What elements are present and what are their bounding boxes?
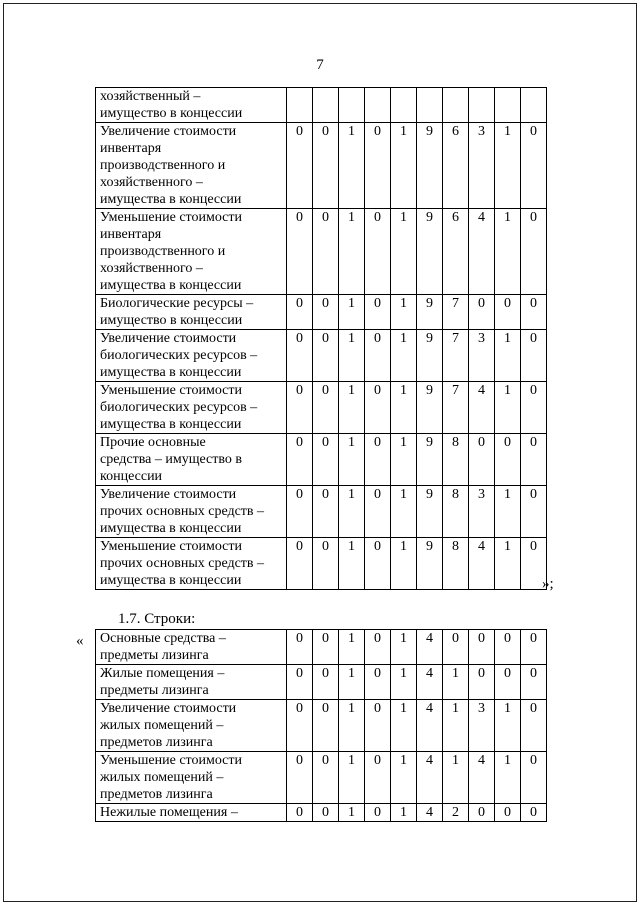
- row-name: хозяйственный – имущество в концессии: [96, 88, 287, 123]
- code-digit: 0: [521, 123, 547, 209]
- code-digit: 0: [469, 295, 495, 330]
- code-digit: 0: [365, 665, 391, 700]
- code-digit: 0: [469, 804, 495, 822]
- code-digit: 9: [417, 209, 443, 295]
- code-digit: 1: [391, 123, 417, 209]
- code-table-bottom: [95, 629, 547, 822]
- code-digit: 0: [287, 434, 313, 486]
- code-digit: 0: [287, 209, 313, 295]
- code-digit: 1: [339, 382, 365, 434]
- row-name: Уменьшение стоимости прочих основных средств – имущества в концессии: [96, 538, 287, 590]
- code-digit: 1: [443, 700, 469, 752]
- table-row: [96, 700, 547, 752]
- code-digit: [417, 88, 443, 123]
- code-digit: [313, 88, 339, 123]
- code-digit: 0: [521, 330, 547, 382]
- code-digit: 1: [339, 630, 365, 665]
- code-digit: 1: [495, 752, 521, 804]
- code-digit: 1: [339, 700, 365, 752]
- code-digit: 1: [339, 665, 365, 700]
- code-digit: 1: [339, 330, 365, 382]
- code-table-top-body: [96, 88, 547, 590]
- code-digit: 0: [469, 630, 495, 665]
- row-name: Увеличение стоимости инвентаря производственного и хозяйственного – имущества в концессии: [96, 123, 287, 209]
- code-digit: 0: [365, 700, 391, 752]
- code-digit: 0: [521, 665, 547, 700]
- code-digit: 0: [495, 434, 521, 486]
- code-digit: 0: [365, 123, 391, 209]
- row-name: Уменьшение стоимости жилых помещений – предметов лизинга: [96, 752, 287, 804]
- code-digit: 0: [521, 382, 547, 434]
- code-digit: 1: [391, 486, 417, 538]
- code-digit: 0: [521, 295, 547, 330]
- code-digit: 7: [443, 382, 469, 434]
- code-digit: [495, 88, 521, 123]
- code-digit: [287, 88, 313, 123]
- code-digit: 0: [313, 752, 339, 804]
- row-name: Биологические ресурсы – имущество в концессии: [96, 295, 287, 330]
- code-digit: 0: [313, 382, 339, 434]
- code-digit: 0: [313, 700, 339, 752]
- code-digit: 4: [469, 538, 495, 590]
- code-digit: 1: [391, 804, 417, 822]
- code-digit: 1: [339, 123, 365, 209]
- code-digit: 0: [365, 804, 391, 822]
- table-row: [96, 538, 547, 590]
- table-row: [96, 382, 547, 434]
- code-digit: 0: [287, 665, 313, 700]
- table-row: [96, 209, 547, 295]
- code-digit: 0: [313, 434, 339, 486]
- code-digit: 1: [495, 486, 521, 538]
- code-digit: 0: [365, 538, 391, 590]
- code-digit: 1: [339, 209, 365, 295]
- row-name: Уменьшение стоимости биологических ресурсов – имущества в концессии: [96, 382, 287, 434]
- code-digit: 0: [313, 209, 339, 295]
- code-digit: 4: [417, 752, 443, 804]
- table-row: [96, 752, 547, 804]
- code-digit: 1: [391, 665, 417, 700]
- code-digit: 0: [521, 700, 547, 752]
- code-digit: 0: [443, 630, 469, 665]
- code-digit: 8: [443, 434, 469, 486]
- code-digit: 1: [495, 123, 521, 209]
- code-digit: 7: [443, 295, 469, 330]
- code-digit: 0: [521, 630, 547, 665]
- code-digit: 0: [521, 752, 547, 804]
- code-digit: 0: [287, 382, 313, 434]
- code-digit: 0: [365, 486, 391, 538]
- code-digit: 1: [339, 486, 365, 538]
- row-name: Прочие основные средства – имущество в концессии: [96, 434, 287, 486]
- code-digit: 0: [365, 295, 391, 330]
- code-digit: 1: [339, 752, 365, 804]
- code-digit: 9: [417, 538, 443, 590]
- code-digit: 1: [391, 700, 417, 752]
- code-digit: 0: [287, 330, 313, 382]
- code-digit: 0: [287, 295, 313, 330]
- code-digit: 0: [365, 752, 391, 804]
- code-digit: 0: [287, 804, 313, 822]
- code-digit: 0: [287, 123, 313, 209]
- code-digit: 0: [313, 486, 339, 538]
- code-digit: [391, 88, 417, 123]
- code-digit: [365, 88, 391, 123]
- code-digit: 0: [287, 752, 313, 804]
- code-digit: 8: [443, 538, 469, 590]
- code-digit: 0: [469, 665, 495, 700]
- page-number: 7: [316, 57, 324, 73]
- row-name: Уменьшение стоимости инвентаря производственного и хозяйственного – имущества в концессии: [96, 209, 287, 295]
- code-digit: 0: [521, 209, 547, 295]
- code-digit: 9: [417, 330, 443, 382]
- code-digit: 1: [495, 382, 521, 434]
- code-digit: 0: [365, 382, 391, 434]
- code-digit: 0: [313, 665, 339, 700]
- code-digit: 3: [469, 486, 495, 538]
- code-digit: 1: [495, 330, 521, 382]
- code-digit: 1: [391, 382, 417, 434]
- code-digit: 1: [391, 538, 417, 590]
- table-row: [96, 434, 547, 486]
- code-digit: 0: [287, 630, 313, 665]
- code-digit: 0: [365, 434, 391, 486]
- code-digit: 7: [443, 330, 469, 382]
- code-digit: 0: [287, 486, 313, 538]
- code-digit: [469, 88, 495, 123]
- code-digit: 1: [391, 209, 417, 295]
- code-digit: [521, 88, 547, 123]
- code-digit: 0: [495, 295, 521, 330]
- table-row: [96, 295, 547, 330]
- code-digit: 0: [313, 295, 339, 330]
- code-digit: 0: [521, 804, 547, 822]
- code-digit: 0: [495, 630, 521, 665]
- code-digit: 9: [417, 434, 443, 486]
- code-digit: 0: [313, 630, 339, 665]
- code-digit: 1: [495, 209, 521, 295]
- code-digit: 0: [313, 330, 339, 382]
- code-digit: 0: [521, 486, 547, 538]
- code-digit: 0: [495, 665, 521, 700]
- code-digit: 1: [391, 752, 417, 804]
- row-name: Увеличение стоимости биологических ресурсов – имущества в концессии: [96, 330, 287, 382]
- row-name: Основные средства – предметы лизинга: [96, 630, 287, 665]
- code-digit: 0: [313, 804, 339, 822]
- code-digit: 1: [339, 804, 365, 822]
- code-table-bottom-body: [96, 630, 547, 822]
- code-digit: 4: [417, 665, 443, 700]
- code-digit: 4: [469, 209, 495, 295]
- code-digit: 0: [287, 700, 313, 752]
- code-digit: 6: [443, 123, 469, 209]
- code-digit: 1: [339, 434, 365, 486]
- table-row: [96, 630, 547, 665]
- table-row: [96, 330, 547, 382]
- code-digit: 1: [495, 538, 521, 590]
- table-row: [96, 804, 547, 822]
- code-digit: 6: [443, 209, 469, 295]
- code-digit: 1: [443, 752, 469, 804]
- code-digit: 1: [443, 665, 469, 700]
- code-digit: 9: [417, 486, 443, 538]
- code-digit: 9: [417, 123, 443, 209]
- code-digit: 0: [469, 434, 495, 486]
- code-digit: 0: [287, 538, 313, 590]
- code-digit: 1: [495, 700, 521, 752]
- code-digit: 4: [417, 804, 443, 822]
- code-digit: 0: [365, 209, 391, 295]
- code-digit: 1: [391, 295, 417, 330]
- code-digit: [443, 88, 469, 123]
- code-digit: 1: [391, 630, 417, 665]
- code-digit: 3: [469, 123, 495, 209]
- row-name: Увеличение стоимости жилых помещений – предметов лизинга: [96, 700, 287, 752]
- section-heading: 1.7. Строки:: [118, 611, 196, 627]
- code-digit: 1: [339, 295, 365, 330]
- code-digit: 4: [469, 382, 495, 434]
- code-digit: 1: [339, 538, 365, 590]
- code-digit: 0: [495, 804, 521, 822]
- row-name: Жилые помещения – предметы лизинга: [96, 665, 287, 700]
- table-row: [96, 665, 547, 700]
- code-digit: 3: [469, 700, 495, 752]
- code-digit: 0: [313, 538, 339, 590]
- code-digit: 0: [521, 538, 547, 590]
- code-digit: 9: [417, 295, 443, 330]
- table-row: [96, 486, 547, 538]
- code-digit: 9: [417, 382, 443, 434]
- row-name: Нежилые помещения –: [96, 804, 287, 822]
- code-digit: [339, 88, 365, 123]
- code-digit: 0: [365, 330, 391, 382]
- row-name: Увеличение стоимости прочих основных средств – имущества в концессии: [96, 486, 287, 538]
- code-digit: 2: [443, 804, 469, 822]
- code-digit: 0: [313, 123, 339, 209]
- opening-quote: «: [76, 633, 84, 649]
- table-row: [96, 88, 547, 123]
- closing-quote: »;: [542, 576, 554, 592]
- code-digit: 8: [443, 486, 469, 538]
- code-table-top: [95, 87, 547, 590]
- code-digit: 4: [417, 700, 443, 752]
- code-digit: 0: [365, 630, 391, 665]
- table-row: [96, 123, 547, 209]
- code-digit: 0: [521, 434, 547, 486]
- code-digit: 3: [469, 330, 495, 382]
- code-digit: 1: [391, 330, 417, 382]
- code-digit: 4: [417, 630, 443, 665]
- code-digit: 1: [391, 434, 417, 486]
- code-digit: 4: [469, 752, 495, 804]
